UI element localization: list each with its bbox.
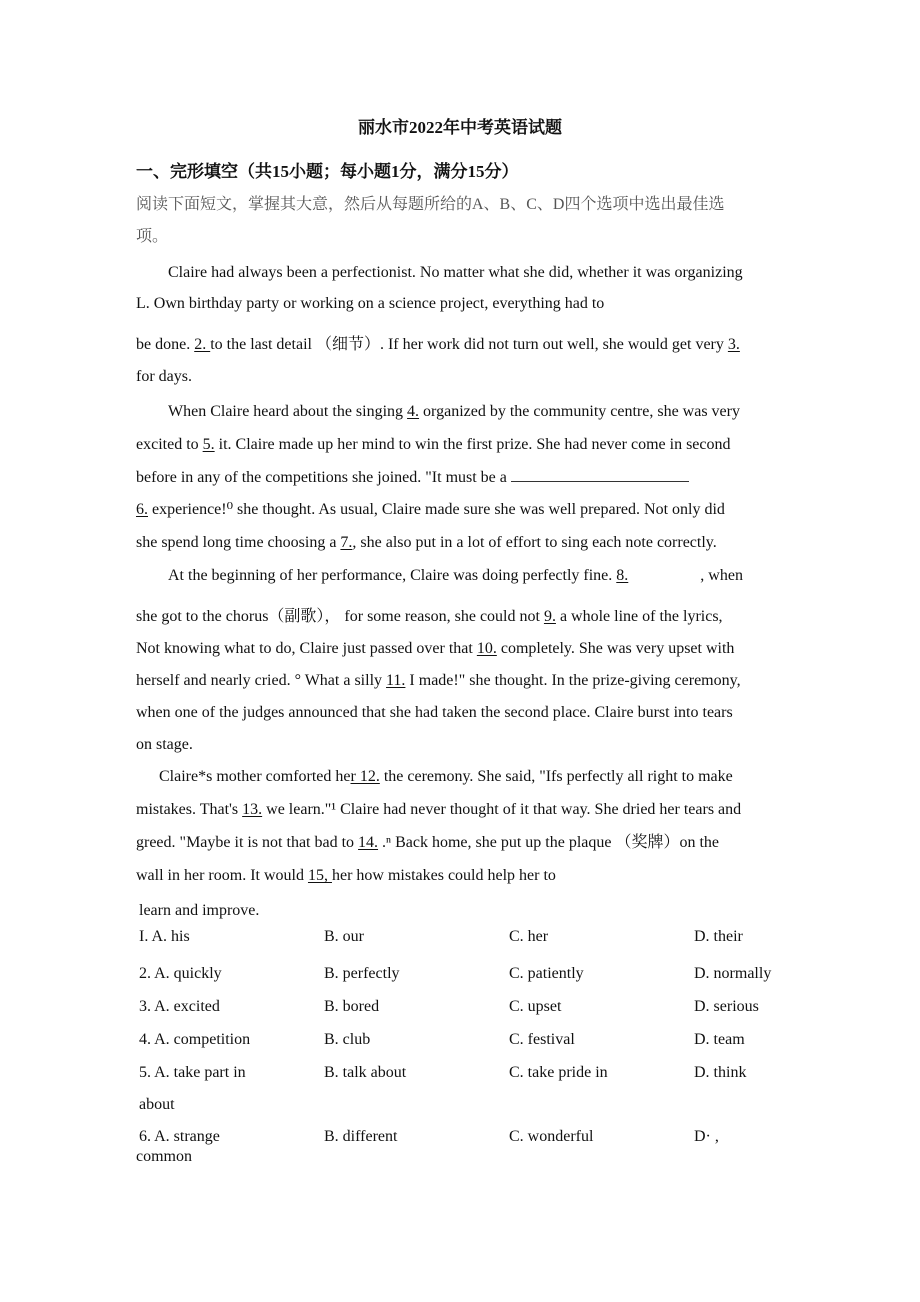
passage-text: excited to [136,436,203,453]
option-cell: B. talk about [324,1064,407,1081]
option-cell: 3. A. excited [139,998,220,1015]
option-cell: D. normally [694,965,772,982]
passage-line [168,263,743,283]
passage-text: before in any of the competitions she joined. "It must be a [136,469,511,486]
passage-text: Not knowing what to do, Claire just passed over that [136,640,477,657]
option-cell: C. festival [509,1031,575,1048]
option-cell: D. team [694,1031,745,1048]
passage-line [136,833,719,853]
page-title: 丽水市2022年中考英语试题 [358,118,562,137]
passage-text: , when [628,567,743,584]
passage-text: At the beginning of her performance, Claire was doing perfectly fine. [168,567,617,584]
blank-number: r 12. [350,768,380,785]
blank-number: 9. [543,608,556,625]
passage-line [136,735,193,755]
option-cell: D· , [694,1128,719,1145]
passage-line [159,767,733,787]
passage-text: for days. [136,368,192,385]
blank-number: 2. [194,336,211,353]
passage-text: .ⁿ Back home, she put up the plaque （奖牌）on the [378,834,720,851]
option-cell: common [136,1148,192,1165]
passage-line [136,367,192,387]
option-cell: C. her [509,928,549,945]
option-cell: D. think [694,1064,747,1081]
passage-text: I made!" she thought. In the prize-giving ceremony, [405,672,741,689]
option-cell: 4. A. competition [139,1031,251,1048]
passage-text: her how mistakes could help her to [331,867,556,884]
passage-text: organized by the community centre, she was very [419,403,740,420]
instructions-line: 项。 [136,228,169,245]
passage-text: she got to the chorus（副歌）， for some reason, she could not [136,608,544,625]
passage-text: mistakes. That's [136,801,243,818]
passage-text: , she also put in a lot of effort to sing each note correctly. [352,534,717,551]
blank-number: 10. [476,640,497,657]
option-cell: 5. A. take part in [139,1064,246,1081]
passage-line [136,335,740,355]
passage-line [168,402,740,422]
option-cell: about [139,1096,175,1113]
passage-line [136,800,741,820]
passage-text: on stage. [136,736,193,753]
option-cell: 6. A. strange [139,1128,220,1145]
passage-line [136,435,731,455]
option-cell: D. their [694,928,743,945]
passage-text: the ceremony. She said, "Ifs perfectly all right to make [379,768,733,785]
passage-text: be done. [136,336,195,353]
answer-blank [511,467,689,482]
passage-text: we learn."¹ Claire had never thought of it that way. She dried her tears and [262,801,742,818]
passage-line [168,566,743,586]
option-cell: C. wonderful [509,1128,594,1145]
passage-line [136,671,741,691]
option-cell: C. upset [509,998,562,1015]
blank-number: 14. [358,834,379,851]
option-cell: B. different [324,1128,398,1145]
passage-line [136,294,604,314]
passage-text: a whole line of the lyrics, [555,608,723,625]
option-cell: B. our [324,928,364,945]
blank-number: 4. [407,403,420,420]
blank-number: 5. [202,436,215,453]
passage-text: wall in her room. It would [136,867,308,884]
passage-line [136,703,733,723]
instructions-line: 阅读下面短文，掌握其大意，然后从每题所给的A、B、C、D四个选项中选出最佳选 [136,196,725,213]
passage-line [136,639,734,659]
option-cell: C. patiently [509,965,584,982]
blank-number: 3. [727,336,740,353]
option-cell: 2. A. quickly [139,965,222,982]
option-cell: B. bored [324,998,380,1015]
passage-text: completely. She was very upset with [496,640,735,657]
passage-text: L. Own birthday party or working on a science project, everything had to [136,295,605,312]
passage-text: it. Claire made up her mind to win the first prize. She had never come in second [214,436,731,453]
passage-text: Claire had always been a perfectionist. No matter what she did, whether it was organizing [168,264,743,281]
passage-text: learn and improve. [139,902,260,919]
passage-text: when one of the judges announced that she had taken the second place. Claire burst into tears [136,704,733,721]
option-cell: B. club [324,1031,371,1048]
passage-text: she spend long time choosing a [136,534,341,551]
passage-line [136,533,717,553]
option-cell: I. A. his [139,928,190,945]
passage-line [136,866,556,886]
blank-number: 13. [242,801,263,818]
option-cell: D. serious [694,998,759,1015]
blank-number: 15, [307,867,332,884]
option-cell: B. perfectly [324,965,400,982]
passage-line [139,901,259,921]
option-cell: C. take pride in [509,1064,608,1081]
passage-text: Claire*s mother comforted he [159,768,351,785]
blank-number: 7. [340,534,353,551]
passage-line [136,607,723,627]
passage-text: experience!⁰ she thought. As usual, Claire made sure she was well prepared. Not only did [148,501,725,518]
blank-number: 11. [386,672,406,689]
passage-text: herself and nearly cried. ° What a silly [136,672,387,689]
section-heading: 一、完形填空（共15小题；每小题1分，满分15分） [136,162,519,181]
passage-text: to the last detail （细节）. If her work did not turn out well, she would get very [210,336,728,353]
passage-text: When Claire heard about the singing [168,403,408,420]
passage-line [136,467,689,488]
blank-number: 6. [136,501,148,518]
passage-text: greed. "Maybe it is not that bad to [136,834,359,851]
passage-line [136,500,725,520]
blank-number: 8. [616,567,629,584]
